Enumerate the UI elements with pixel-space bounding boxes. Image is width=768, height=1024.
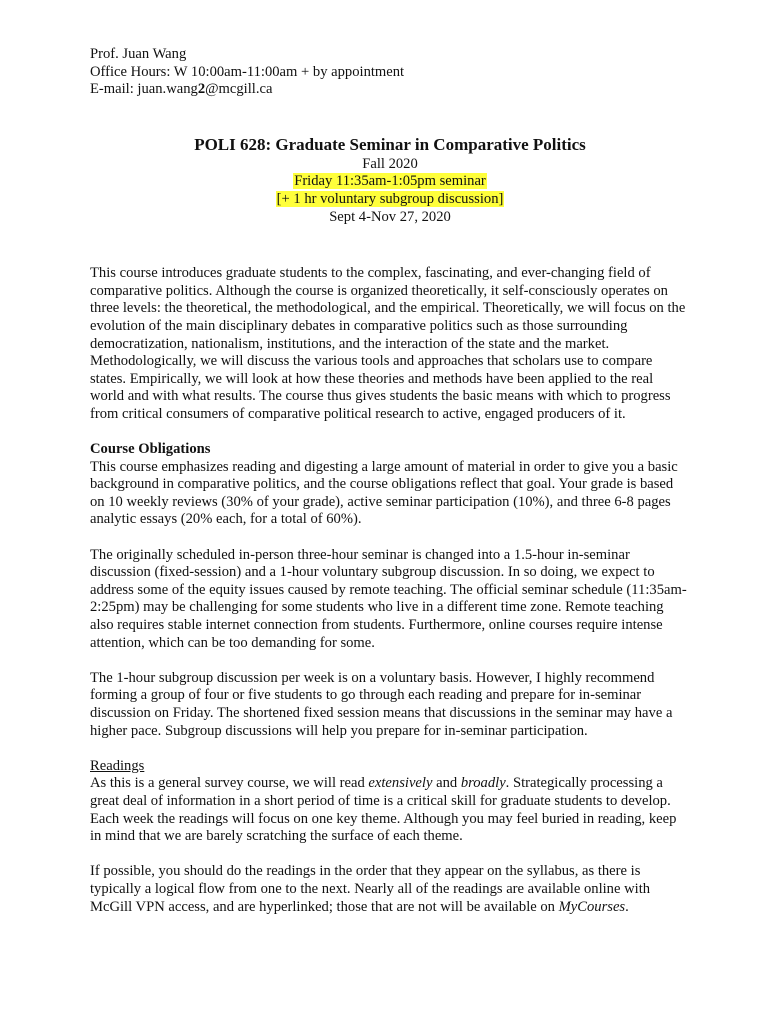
readings-paragraph-2: If possible, you should do the readings in the order that they appear on the syllabus, as there is typically a logical flow from one to the next. Nearly all of the readings are available online with McGill VPN access, and are hyperlinked; those that are not will be available on MyCourses. xyxy=(90,863,651,915)
course-term: Fall 2020 xyxy=(362,155,418,172)
obligations-paragraph-2: The originally scheduled in-person three-hour seminar is changed into a 1.5-hour in-seminar discussion (fixed-session) and a 1-hour voluntary subgroup discussion. In so doing, we expect to address some of the equity issues caused by remote teaching. The official seminar schedule (11:35am-2:25pm) may be challenging for some students who live in a different time zone. Remote teaching also requires stable internet connection from students. Furthermore, online courses require intense attention, which can be too demanding for some. xyxy=(90,546,687,651)
office-hours: Office Hours: W 10:00am-11:00am + by appointment xyxy=(90,63,405,80)
instructor-header xyxy=(90,46,690,99)
readings-heading: Readings xyxy=(90,757,145,774)
subgroup-note-highlight: [+ 1 hr voluntary subgroup discussion] xyxy=(276,190,504,207)
syllabus-page xyxy=(90,46,690,916)
readings-paragraph-1: As this is a general survey course, we will read extensively and broadly. Strategically processing a great deal of information in a short period of time is a critical skill for graduate students to develop. Each week the readings will focus on one key theme. Although you may feel buried in reading, keep in mind that we are barely scratching the surface of each theme. xyxy=(90,775,677,845)
emphasis-extensively: extensively xyxy=(368,775,433,792)
email-bold-digit: 2 xyxy=(197,81,206,98)
course-dates: Sept 4-Nov 27, 2020 xyxy=(329,208,451,225)
professor-name: Prof. Juan Wang xyxy=(90,46,187,62)
obligations-paragraph-3: The 1-hour subgroup discussion per week is on a voluntary basis. However, I highly recommend forming a group of four or five students to go through each reading and prepare for in-seminar discussion on Friday. The shortened fixed session means that discussions in the seminar may have a higher pace. Subgroup discussions will help you prepare for in-seminar participation. xyxy=(90,669,673,739)
course-title-block xyxy=(90,135,690,226)
intro-paragraph: This course introduces graduate students to the complex, fascinating, and ever-changing field of comparative politics. Although the course is organized theoretically, it self-consciously operates on three levels: the theoretical, the methodological, and the empirical. Theoretically, we will focus on the evolution of the main disciplinary debates in comparative politics such as those surrounding democratization, nationalism, institutions, and the interaction of the state and the market. Methodologically, we will discuss the various tools and approaches that scholars use to compare states. Empirically, we will look at how these theories and methods have been applied to the real world and with what results. The course thus gives students the basic means with which to progress from critical consumers of comparative political research to active, engaged producers of it. xyxy=(90,265,686,422)
obligations-paragraph-1: This course emphasizes reading and digesting a large amount of material in order to give you a basic background in comparative politics, and the course obligations reflect that goal. Your grade is based on 10 weekly reviews (30% of your grade), active seminar participation (10%), and three 6-8 pages analytic essays (20% each, for a total of 60%). xyxy=(90,458,678,528)
email-suffix: @mcgill.ca xyxy=(205,81,273,98)
mycourses-reference: MyCourses xyxy=(558,898,626,915)
email-prefix: E-mail: juan.wang xyxy=(90,81,198,98)
obligations-heading: Course Obligations xyxy=(90,441,211,458)
seminar-time-highlight: Friday 11:35am-1:05pm seminar xyxy=(294,173,486,190)
emphasis-broadly: broadly xyxy=(460,775,506,792)
course-title: POLI 628: Graduate Seminar in Comparative Politics xyxy=(194,134,586,154)
email-line xyxy=(90,81,690,99)
